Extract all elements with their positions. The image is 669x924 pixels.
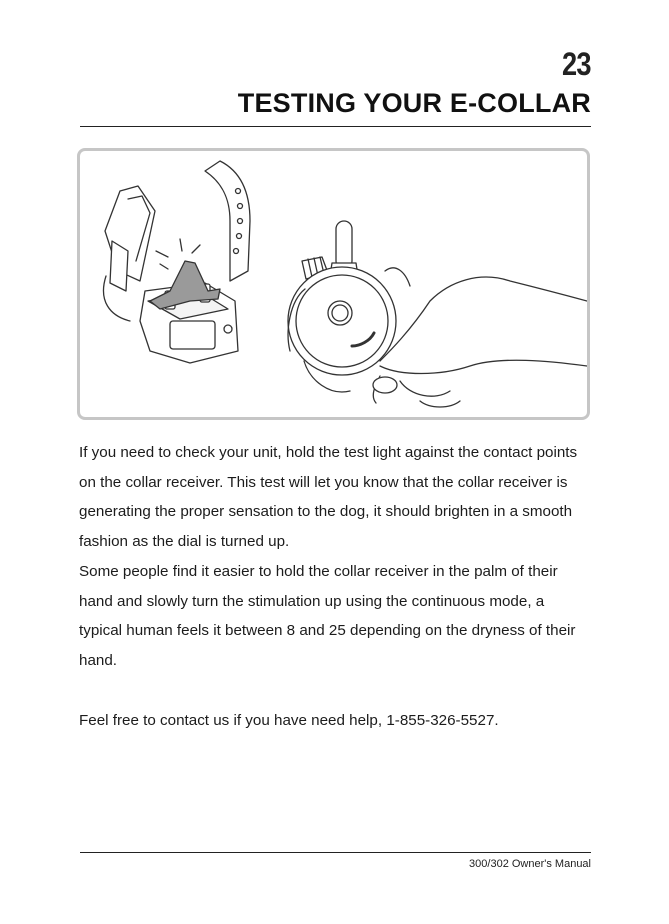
footer-divider bbox=[80, 852, 591, 853]
instructions-text bbox=[79, 438, 589, 676]
illustration-frame bbox=[77, 148, 590, 420]
instruction-paragraph-2: Some people find it easier to hold the collar receiver in the palm of their hand and slowly turn the stimulation up using the continuous mode, a typical human feels it between 8 and 25 depending on the dryness of their hand. bbox=[79, 562, 576, 669]
collar-illustration bbox=[80, 151, 587, 417]
collar-receiver-icon bbox=[103, 161, 250, 363]
page-title: TESTING YOUR E-COLLAR bbox=[237, 88, 591, 118]
header-divider bbox=[80, 126, 591, 127]
page-number: 23 bbox=[562, 46, 591, 82]
transmitter-icon bbox=[288, 221, 396, 375]
instruction-paragraph-1: If you need to check your unit, hold the test light against the contact points on the collar receiver. This test will let you know that the collar receiver is generating the proper sensation to the dog, it should brighten in a smooth fashion as the dial is turned up. bbox=[79, 444, 578, 551]
footer-manual-name: 300/302 Owner's Manual bbox=[469, 858, 591, 870]
contact-line: Feel free to contact us if you have need help, 1-855-326-5527. bbox=[79, 712, 499, 729]
